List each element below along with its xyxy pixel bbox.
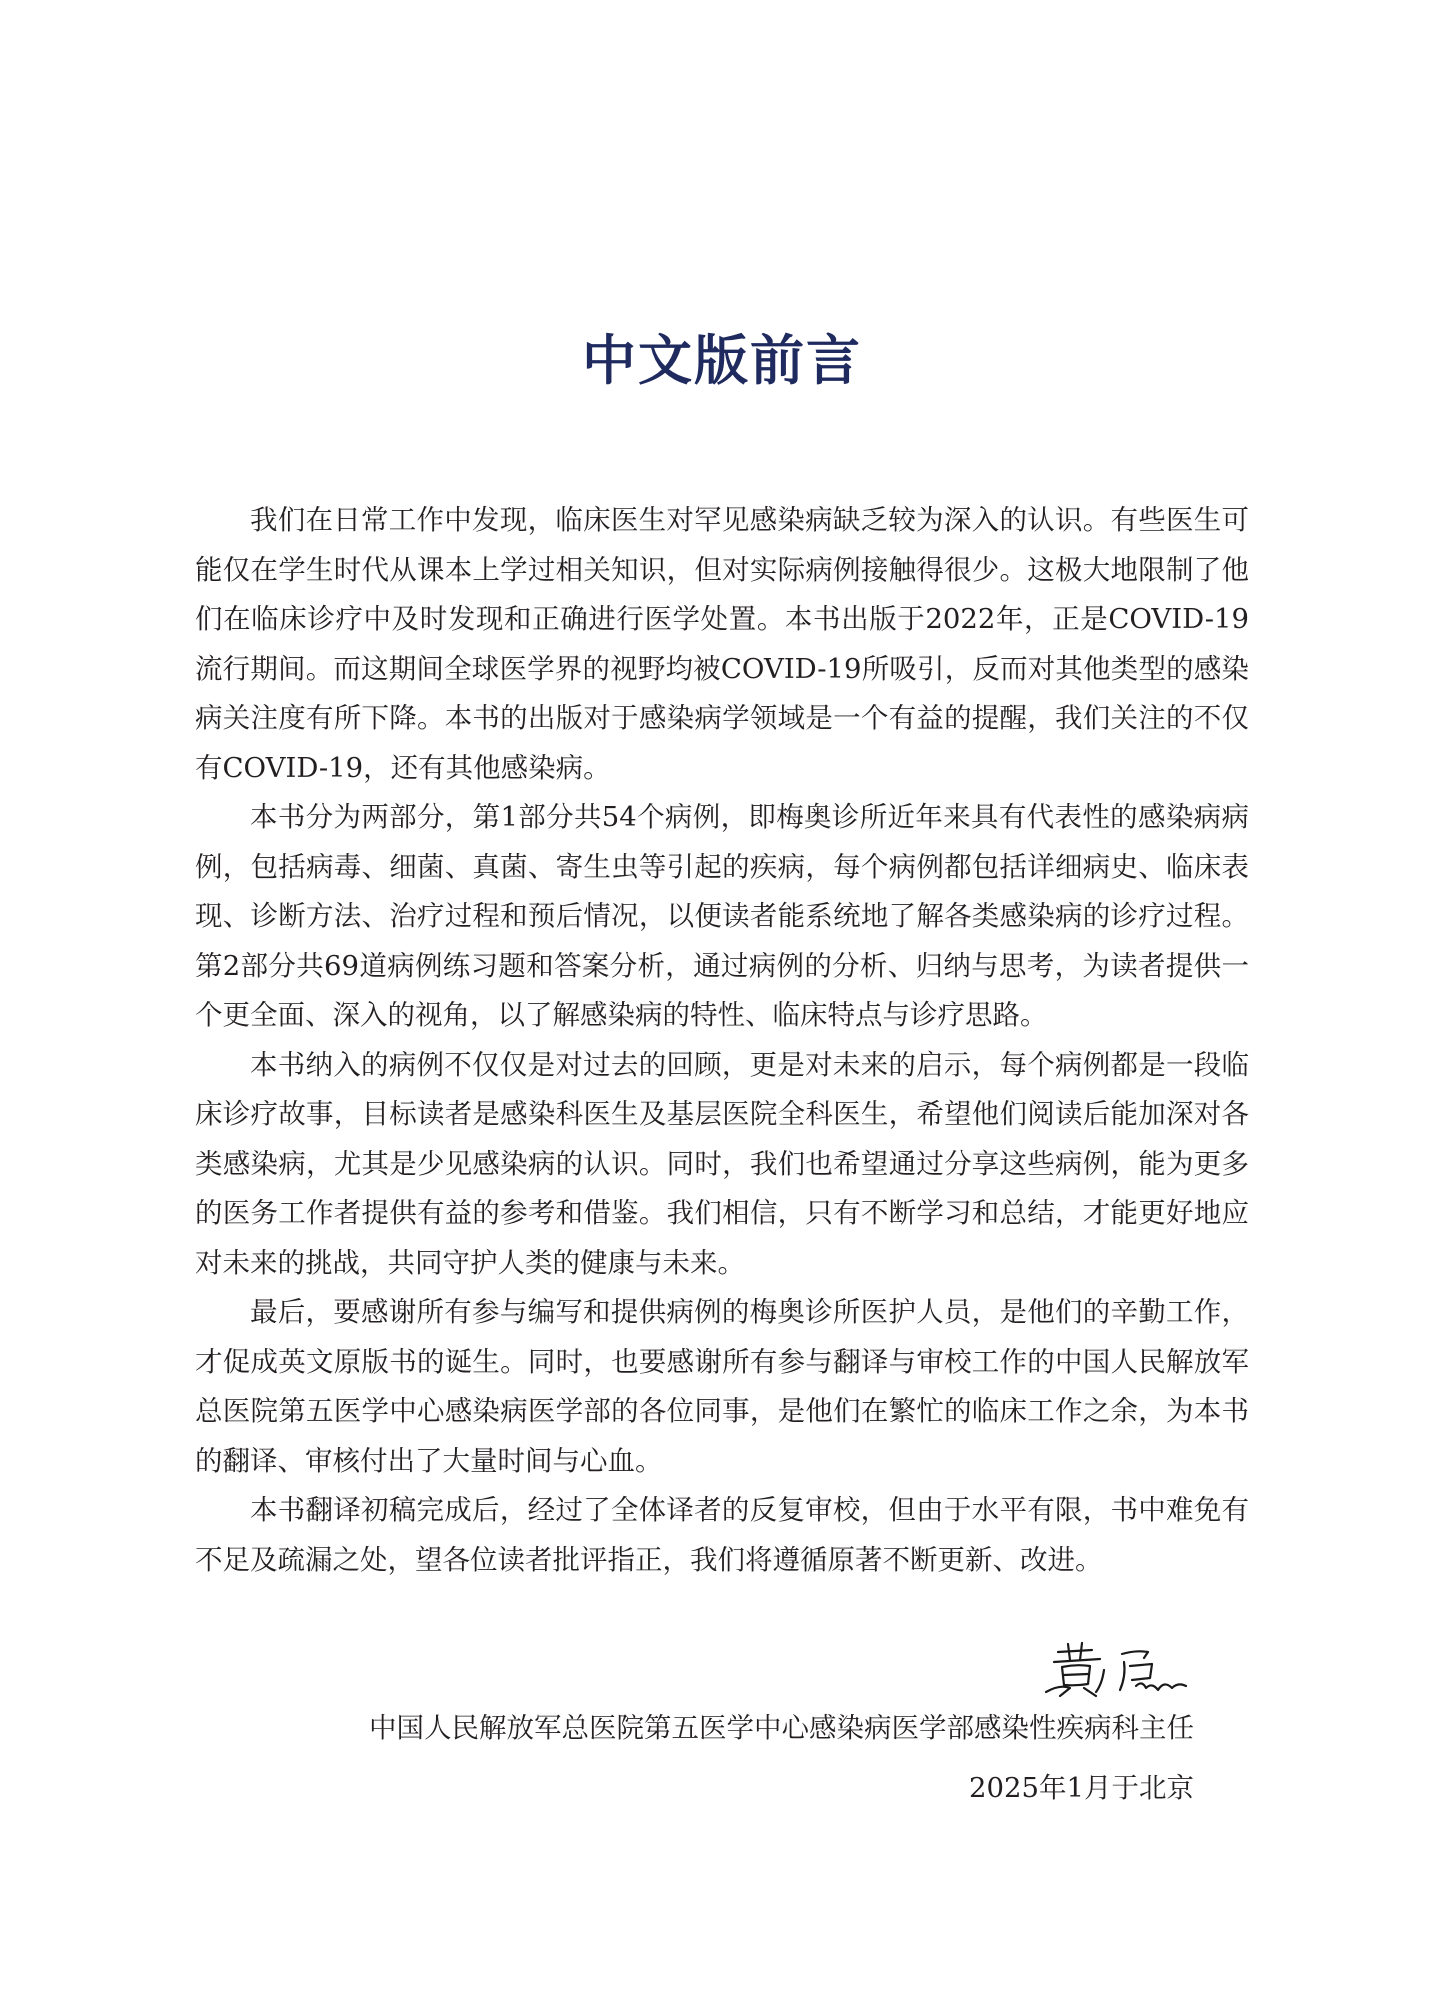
paragraph: 本书分为两部分，第1部分共54个病例，即梅奥诊所近年来具有代表性的感染病病例，包括病毒、细菌、真菌、寄生虫等引起的疾病，每个病例都包括详细病史、临床表现、诊断方法、治疗过程和预后情况，以便读者能系统地了解各类感染病的诊疗过程。第2部分共69道病例练习题和答案分析，通过病例的分析、归纳与思考，为读者提供一个更全面、深入的视角，以了解感染病的特性、临床特点与诊疗思路。 — [195, 801, 1249, 1031]
paragraph: 本书纳入的病例不仅仅是对过去的回顾，更是对未来的启示，每个病例都是一段临床诊疗故事，目标读者是感染科医生及基层医院全科医生，希望他们阅读后能加深对各类感染病，尤其是少见感染病的认识。同时，我们也希望通过分享这些病例，能为更多的医务工作者提供有益的参考和借鉴。我们相信，只有不断学习和总结，才能更好地应对未来的挑战，共同守护人类的健康与未来。 — [195, 1048, 1249, 1279]
page-title: 中文版前言 — [582, 329, 862, 392]
paragraph: 本书翻译初稿完成后，经过了全体译者的反复审校，但由于水平有限，书中难免有不足及疏漏之处，望各位读者批评指正，我们将遵循原著不断更新、改进。 — [195, 1494, 1249, 1576]
handwritten-signature — [1040, 1640, 1200, 1700]
preface-body — [195, 496, 1249, 1585]
signature-date: 2025年1月于北京 — [969, 1772, 1194, 1804]
paragraph: 最后，要感谢所有参与编写和提供病例的梅奥诊所医护人员，是他们的辛勤工作，才促成英文原版书的诞生。同时，也要感谢所有参与翻译与审校工作的中国人民解放军总医院第五医学中心感染病医学部的各位同事，是他们在繁忙的临床工作之余，为本书的翻译、审核付出了大量时间与心血。 — [195, 1296, 1249, 1477]
paragraph: 我们在日常工作中发现，临床医生对罕见感染病缺乏较为深入的认识。有些医生可能仅在学生时代从课本上学过相关知识，但对实际病例接触得很少。这极大地限制了他们在临床诊疗中及时发现和正确进行医学处置。本书出版于2022年，正是COVID-19流行期间。而这期间全球医学界的视野均被COVID-19所吸引，反而对其他类型的感染病关注度有所下降。本书的出版对于感染病学领域是一个有益的提醒，我们关注的不仅有COVID-19，还有其他感染病。 — [195, 504, 1249, 784]
signature-organization: 中国人民解放军总医院第五医学中心感染病医学部感染性疾病科主任 — [369, 1712, 1194, 1744]
